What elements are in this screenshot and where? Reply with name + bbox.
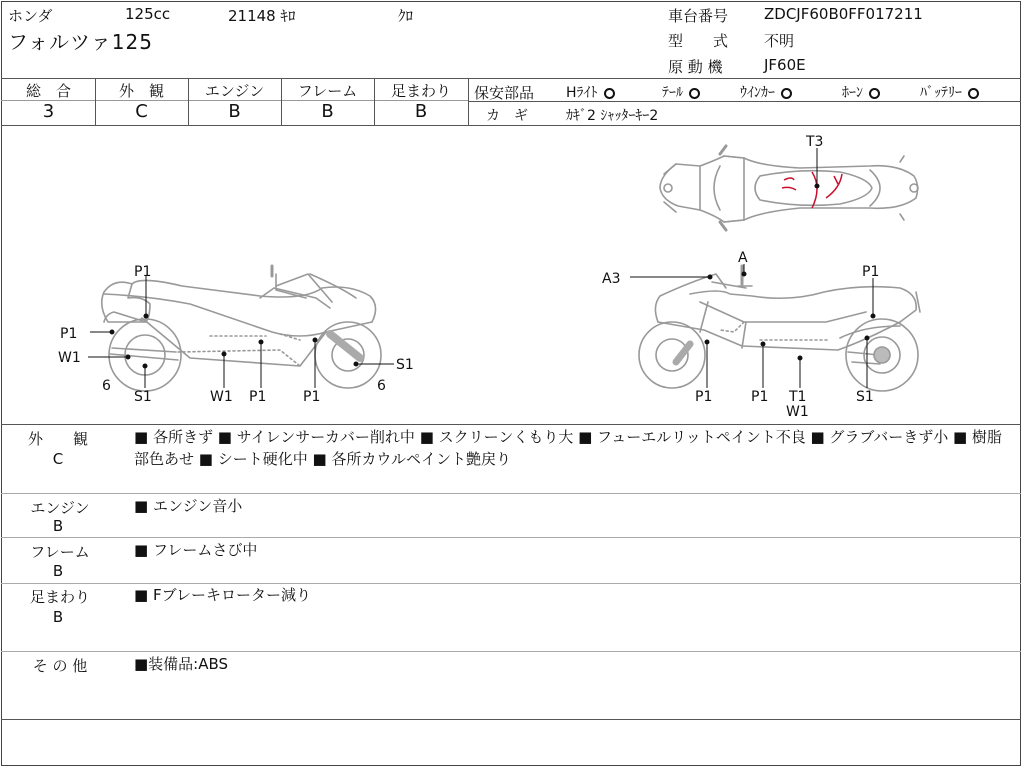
grade-overall-value: 3 [42,101,55,122]
label-a3: A3 [602,271,621,287]
label-s1: S1 [856,389,874,405]
chassis-label: 車台番号 [668,7,729,25]
equipment-item [920,82,979,102]
divider [1,78,1021,79]
divider [1,424,1021,425]
scooter-left-view [102,266,381,391]
model-name: フォルツァ125 [8,30,153,54]
leader-lines [88,148,875,388]
label-t3: T3 [806,134,824,150]
equipment-label: 保安部品 [474,84,535,102]
label-p1: P1 [303,389,321,405]
equipment-item [566,82,615,102]
grade-frame-label: フレーム [297,82,358,100]
type-label: 型 式 [668,32,729,50]
grade-suspension-label: 足まわり [390,82,451,100]
grade-frame-value: B [321,101,334,122]
section-engine-notes: ■ エンジン音小 [134,497,243,515]
equipment-item-label: ﾎｰﾝ [842,85,863,101]
front-wheel [639,322,705,388]
displacement: 125cc [125,5,171,23]
ok-circle-icon [689,88,700,99]
grade-overall-label: 総 合 [25,82,71,100]
section-suspension-grade: B [52,608,64,626]
section-frame-notes: ■ フレームさび中 [134,541,258,559]
chassis-value: ZDCJF60B0FF017211 [764,5,923,23]
label-w1: W1 [58,350,81,366]
label-p1: P1 [134,264,152,280]
section-suspension-notes: ■ Fブレーキローター減り [134,586,311,604]
section-exterior-grade: C [52,450,64,468]
section-other-label: そ の 他 [32,657,88,675]
label-s1: S1 [396,357,414,373]
label-6: 6 [377,378,386,394]
equipment-item-label: ｳｲﾝｶｰ [740,85,775,101]
equipment-item-label: ﾊﾞｯﾃﾘｰ [920,85,962,101]
ok-circle-icon [869,88,880,99]
scooter-right-view [639,266,920,391]
equipment-item [662,82,700,102]
label-w1: W1 [786,404,809,420]
section-exterior-notes: ■ 各所きず ■ サイレンサーカバー削れ中 ■ スクリーンくもり大 ■ フューエルリットペイント不良 ■ グラブバーきず小 ■ 樹脂部色あせ ■ シート硬化中 ■ 各所カウルペイント艶戻り [134,428,1002,468]
grade-engine-label: エンジン [204,82,265,100]
key-label: カ ギ [486,108,528,124]
label-s1: S1 [134,389,152,405]
label-p1: P1 [862,264,880,280]
divider [1,493,1021,494]
damage-diagram [0,126,1022,424]
label-p1: P1 [751,389,769,405]
grade-engine-value: B [228,101,241,122]
section-frame-label: フレーム [30,543,90,561]
ok-circle-icon [604,88,615,99]
section-exterior-label: 外 観 [27,430,88,448]
label-w1: W1 [210,389,233,405]
label-6: 6 [102,378,111,394]
label-p1: P1 [249,389,267,405]
maker: ホンダ [8,7,53,25]
section-engine-grade: B [52,517,64,535]
divider [1,537,1021,538]
seat-damage-marks [782,172,842,208]
grade-exterior-value: C [135,101,148,122]
divider [1,719,1021,720]
mileage: 21148 ｷﾛ [228,7,296,25]
section-other-notes: ■装備品:ABS [134,655,229,673]
equipment-item [740,82,792,102]
equipment-item-label: ﾃｰﾙ [662,85,683,101]
grade-suspension-value: B [414,101,428,122]
ok-circle-icon [968,88,979,99]
section-engine-label: エンジン [30,499,90,517]
engine-value: JF60E [764,56,806,74]
color: ｸﾛ [398,7,414,25]
label-p1: P1 [60,326,78,342]
ok-circle-icon [781,88,792,99]
label-p1: P1 [695,389,713,405]
grade-exterior-label: 外 観 [118,82,164,100]
label-a: A [738,250,748,266]
equipment-item-label: Hﾗｲﾄ [566,85,598,101]
section-frame-grade: B [52,562,64,580]
divider [1,651,1021,652]
type-value: 不明 [764,32,795,50]
divider [468,78,469,125]
engine-label: 原 動 機 [668,58,723,76]
key-value: ｶｷﾞ2 ｼｬｯﾀｰｷｰ2 [566,108,659,124]
equipment-item [842,82,880,102]
label-t1: T1 [789,389,807,405]
section-suspension-label: 足まわり [29,588,90,606]
